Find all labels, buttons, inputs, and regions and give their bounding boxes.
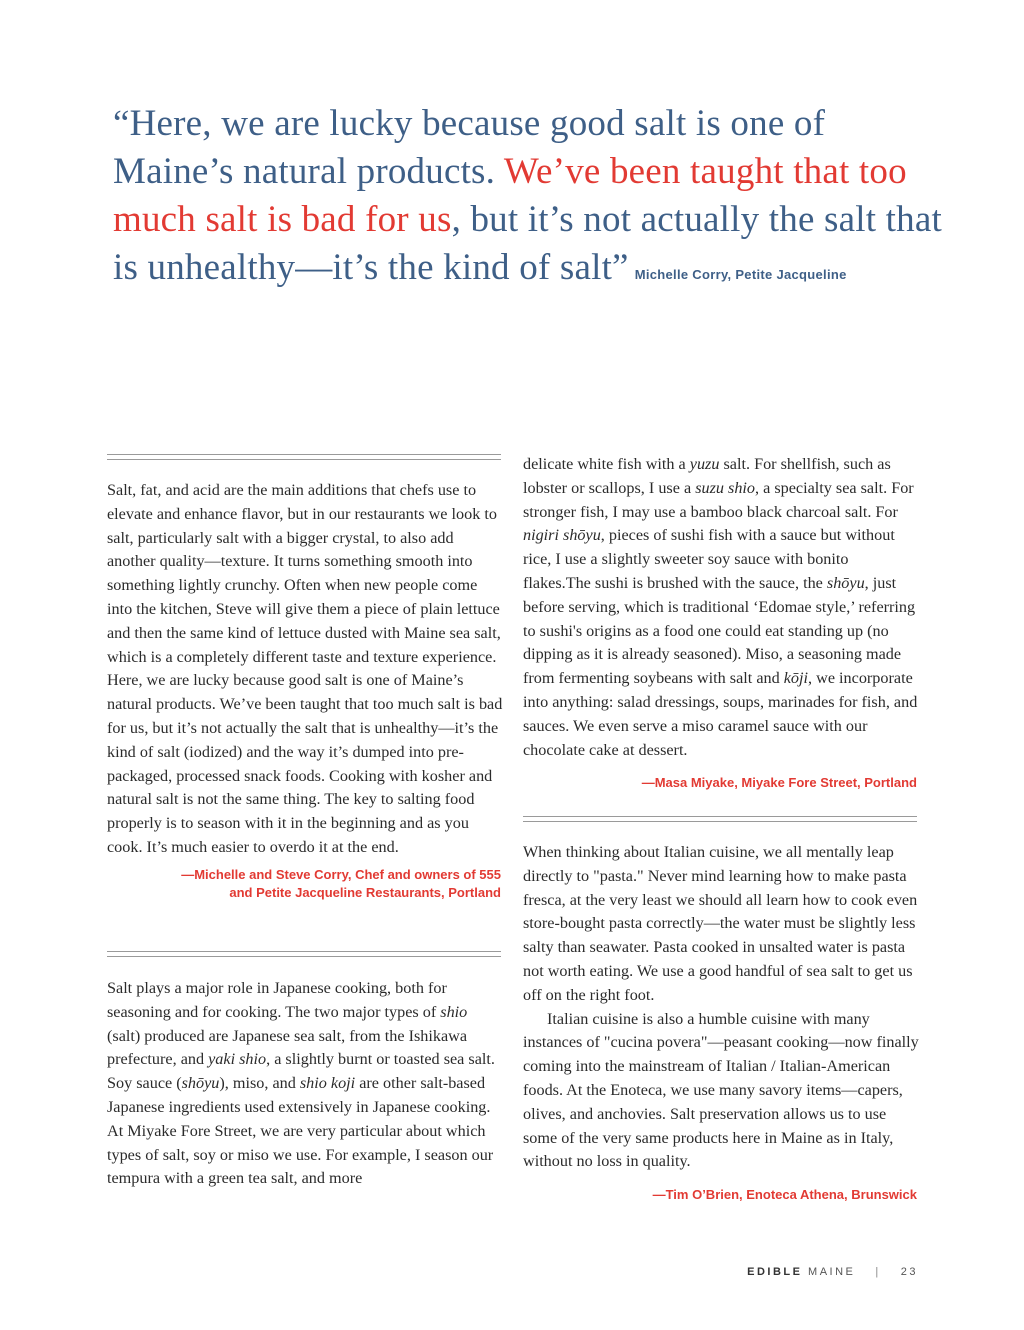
text-run: ), miso, and [219, 1074, 300, 1093]
italic-term: shio koji [299, 1074, 356, 1093]
section-divider [107, 951, 501, 957]
text-run: , we incorporate into anything: salad dressings, soups, marinades for fish, and sauces. We even serve a miso caramel sauce with our chocolate cake at dessert. [523, 669, 918, 759]
section-byline [107, 866, 501, 902]
text-run: Salt plays a major role in Japanese cooking, both for seasoning and for cooking. The two major types of [107, 979, 447, 1021]
italic-term: nigiri shōyu [523, 526, 601, 545]
byline-line: —Michelle and Steve Corry, Chef and owners of 555 [181, 867, 501, 882]
italic-term: shio [440, 1002, 468, 1021]
footer-brand-name: MAINE [808, 1266, 856, 1278]
page-footer [747, 1266, 918, 1278]
italic-term: kōji [783, 669, 809, 688]
pull-quote-text: “Here, we are lucky because good salt is one of Maine’s natural products. [113, 103, 826, 192]
section-paragraph: Italian cuisine is also a humble cuisine with many instances of "cucina povera"—peasant cooking—now finally coming into the mainstream of Italian / Italian-American foods. At the Enoteca, we use many savory items—capers, olives, and anchovies. Salt preservation allows us to use some of the very same products here in Maine as in Italy, without no loss in quality. [523, 1009, 919, 1171]
section-paragraph: When thinking about Italian cuisine, we all mentally leap directly to "pasta." Never mind learning how to make pasta fresca, at the very least we should all learn how to cook even store-bought pasta correctly—the water must be slightly less salty than seawater. Pasta cooked in unsalted water is pasta not worth eating. We use a good handful of sea salt to get us off on the right foot. [523, 843, 918, 1004]
italic-term: shōyu [181, 1074, 220, 1093]
footer-separator: | [875, 1266, 881, 1278]
text-run: salt. For shellfish, such as lobster or scallops, I use a [523, 455, 891, 497]
text-run: , just before serving, which is traditional ‘Edomae style,’ referring to sushi's origins as a food one could eat standing up (no dipping as it is already seasoned). Miso, a seasoning made from fermenting soybeans with salt and [523, 573, 916, 688]
page-number: 23 [900, 1266, 918, 1278]
italic-term: yuzu [689, 455, 720, 473]
section-masa-miyake-part2 [523, 453, 919, 762]
text-run: are other salt-based Japanese ingredients used extensively in Japanese cooking. At Miyake Fore Street, we are very particular about which types of salt, soy or miso we use. For example, I season our tempura with a green tea salt, and more [107, 1074, 494, 1188]
pull-quote [113, 100, 943, 299]
section-divider [523, 816, 917, 822]
footer-brand: EDIBLE [747, 1266, 803, 1278]
pull-quote-highlight: We’ve been taught that too much salt is bad for us [113, 151, 907, 240]
text-run: , pieces of sushi fish with a sauce but without rice, I use a slightly sweeter soy sauce with bonito flakes.The sushi is brushed with the sauce, the [523, 526, 895, 592]
byline-line: and Petite Jacqueline Restaurants, Portland [229, 885, 501, 900]
section-byline: —Masa Miyake, Miyake Fore Street, Portland [641, 775, 917, 790]
section-body [107, 977, 503, 1191]
text-run: , a slightly burnt or toasted sea salt. Soy sauce ( [107, 1050, 495, 1093]
section-body [523, 453, 919, 762]
text-run: delicate white fish with a [523, 455, 690, 473]
section-tim-obrien [523, 841, 919, 1174]
section-body: Salt, fat, and acid are the main additions that chefs use to elevate and enhance flavor, but in our restaurants we look to salt, particularly salt with a bigger crystal, to also add another quality—texture. It turns something smooth into something lightly crunchy. Often when new people come into the kitchen, Steve will give them a piece of plain lettuce and then the same kind of lettuce dusted with Maine sea salt, which is a completely different taste and texture experience. Here, we are lucky because good salt is one of Maine’s natural products. We’ve been taught that too much salt is bad for us, but it’s not actually the salt that is unhealthy—it’s the kind of salt (iodized) and the way it’s dumped into pre-packaged, processed snack foods. Cooking with kosher and natural salt is not the same thing. The key to salting food properly is to season with it in the beginning and as you cook. It’s much easier to overdo it at the end. [107, 481, 503, 856]
italic-term: yaki shio [208, 1050, 267, 1069]
pull-quote-text-end: , but it’s not actually the salt that is unhealthy—it’s the kind of salt” [113, 199, 942, 288]
section-masa-miyake-part1 [107, 977, 503, 1191]
italic-term: suzu shio [695, 478, 756, 497]
text-run: , a specialty sea salt. For stronger fish, I may use a bamboo black charcoal salt. For [523, 478, 914, 521]
section-divider [107, 454, 501, 460]
pull-quote-attribution: Michelle Corry, Petite Jacqueline [634, 267, 847, 282]
italic-term: shōyu [826, 573, 865, 592]
text-run: (salt) produced are Japanese sea salt, from the Ishikawa prefecture, and [107, 1026, 468, 1069]
section-michelle-corry [107, 479, 503, 860]
section-byline: —Tim O’Brien, Enoteca Athena, Brunswick [652, 1187, 917, 1202]
